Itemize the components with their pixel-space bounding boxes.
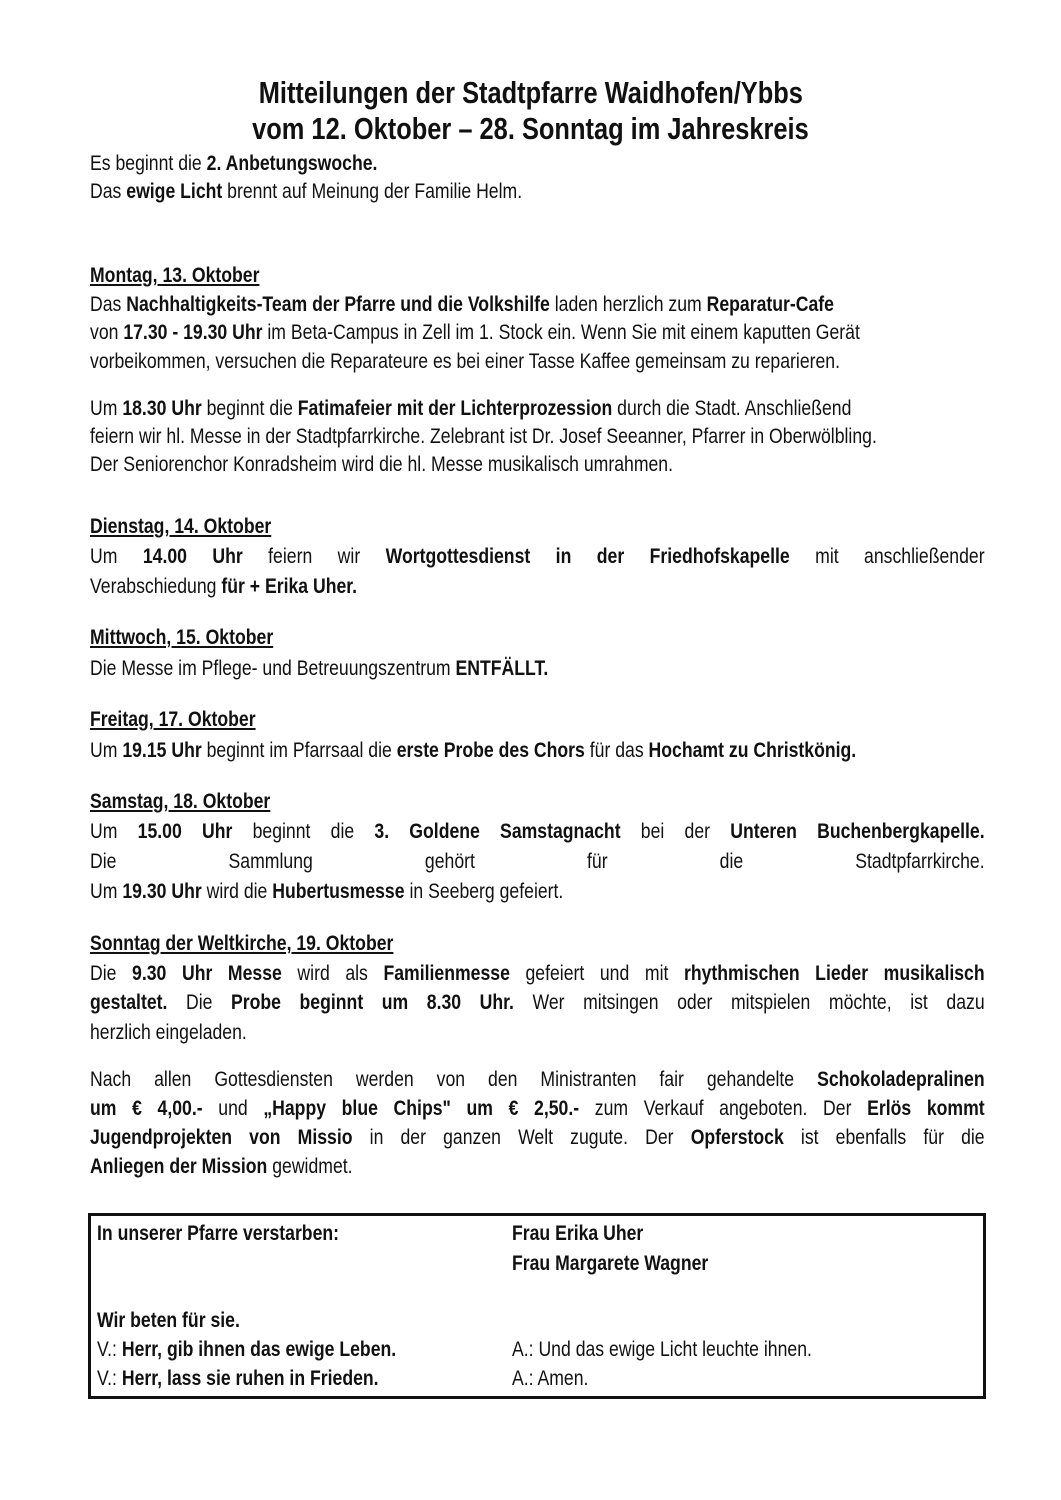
text: Das (90, 179, 127, 203)
section-heading: Freitag, 17. Oktober (90, 707, 256, 731)
bold-text: rhythmischen Lieder musikalisch (683, 960, 985, 985)
bold-text: ewige Licht (126, 179, 223, 203)
paragraph-line (90, 290, 985, 318)
text: in Seeberg gefeiert. (404, 879, 564, 903)
response-1: A.: Und das ewige Licht leuchte ihnen. (512, 1337, 812, 1361)
text: Nach allen Gottesdiensten werden von den Ministranten fair gehandelte (90, 1067, 818, 1091)
paragraph-line (90, 149, 985, 177)
title-line-1 (0, 75, 1061, 111)
bold-text: erste Probe des Chors (396, 738, 585, 762)
bold-text: 17.30 - 19.30 Uhr (123, 320, 263, 344)
text: feiern wir hl. Messe in der Stadtpfarrkirche. Zelebrant ist Dr. Josef Seeanner, Pfarrer in Oberwölbling. (90, 424, 877, 448)
bold-text: Anliegen der Mission (90, 1154, 268, 1178)
text: laden herzlich zum (549, 291, 707, 316)
text: beginnt die (201, 396, 298, 420)
bold-text: Wortgottesdienst in der Friedhofskapelle (385, 544, 790, 568)
section-heading: Montag, 13. Oktober (90, 263, 260, 287)
versicle-text: Herr, lass sie ruhen in Frieden. (121, 1366, 379, 1390)
paragraph-line (90, 988, 985, 1016)
bold-text: Schokoladepralinen (817, 1067, 985, 1091)
deceased-box (88, 1213, 986, 1399)
bold-text: 19.30 Uhr (122, 879, 202, 903)
text: durch die Stadt. Anschließend (612, 396, 852, 420)
versicle-2 (97, 1364, 379, 1392)
title-line-2 (0, 111, 1061, 147)
text: brennt auf Meinung der Familie Helm. (222, 179, 523, 203)
deceased-name: Frau Margarete Wagner (512, 1251, 709, 1275)
paragraph-line (90, 654, 985, 682)
bold-text: Opferstock (690, 1125, 784, 1149)
text: wird als (281, 960, 384, 985)
text: Die (167, 990, 232, 1014)
text: Die (90, 960, 133, 985)
paragraph-line (90, 736, 985, 764)
title-text: vom 12. Oktober – 28. Sonntag im Jahreskreis (252, 111, 809, 146)
v-prefix: V.: (97, 1366, 117, 1390)
paragraph-line (90, 1123, 985, 1151)
text: gewidmet. (267, 1154, 353, 1178)
bold-text: Familienmesse (383, 960, 510, 985)
bold-text: für + Erika Uher. (221, 574, 358, 598)
bold-text: 3. Goldene Samstagnacht (374, 819, 621, 843)
paragraph-line (90, 817, 985, 845)
text: Um (90, 396, 123, 420)
bold-text: Unteren Buchenbergkapelle. (730, 819, 985, 843)
text: bei der (620, 819, 731, 843)
bold-text: gestaltet. (90, 990, 168, 1014)
text: Die Sammlung gehört für die Stadtpfarrkirche. (90, 849, 985, 873)
paragraph-line (90, 1065, 985, 1093)
paragraph-line (90, 394, 985, 422)
text: im Beta-Campus in Zell im 1. Stock ein. Wenn Sie mit einem kaputten Gerät (262, 320, 860, 344)
paragraph-line (90, 877, 985, 905)
bold-text: Erlös kommt (867, 1096, 985, 1120)
bold-text: 2. Anbetungswoche. (206, 151, 378, 175)
bold-text: Jugendprojekten von Missio (90, 1125, 353, 1149)
v-prefix: V.: (97, 1337, 117, 1361)
bold-text: Nachhaltigkeits-Team der Pfarre und die Volkshilfe (126, 291, 550, 316)
text: Es beginnt die (90, 151, 207, 175)
bold-text: Hubertusmesse (272, 879, 405, 903)
bold-text: Reparatur-Cafe (706, 291, 834, 316)
title-text: Mitteilungen der Stadtpfarre Waidhofen/Ybbs (258, 75, 803, 110)
paragraph-line (90, 1018, 985, 1046)
text: vorbeikommen, versuchen die Reparateure es bei einer Tasse Kaffee gemeinsam zu reparieren. (90, 348, 841, 373)
text: gefeiert und mit (509, 960, 684, 985)
response-2: A.: Amen. (512, 1366, 589, 1390)
bold-text: 14.00 Uhr (142, 544, 243, 568)
bold-text: 19.15 Uhr (122, 738, 202, 762)
section-heading: Mittwoch, 15. Oktober (90, 625, 274, 649)
section-heading: Dienstag, 14. Oktober (90, 514, 272, 538)
bold-text: Hochamt zu Christkönig. (648, 738, 857, 762)
paragraph-line (90, 450, 985, 478)
text: wird die (201, 879, 273, 903)
bold-text: ENTFÄLLT. (455, 656, 549, 680)
text: mit anschließender (789, 544, 985, 568)
bold-text: Probe beginnt um 8.30 Uhr. (231, 990, 514, 1014)
text: beginnt im Pfarrsaal die (201, 738, 397, 762)
text: ist ebenfalls für die (783, 1125, 985, 1149)
paragraph-line (90, 318, 985, 346)
text: feiern wir (242, 544, 386, 568)
bold-text: 9.30 Uhr Messe (132, 960, 282, 985)
deceased-name: Frau Erika Uher (512, 1221, 644, 1245)
bold-text: Fatimafeier mit der Lichterprozession (297, 396, 613, 420)
deceased-label: In unserer Pfarre verstarben: (97, 1221, 340, 1245)
paragraph-line (90, 422, 985, 450)
paragraph-line (90, 347, 985, 375)
text: Wer mitsingen oder mitspielen möchte, ist dazu (513, 990, 985, 1014)
section-heading: Sonntag der Weltkirche, 19. Oktober (90, 931, 394, 955)
section-heading: Samstag, 18. Oktober (90, 789, 271, 813)
bold-text: um € 4,00.- (90, 1096, 203, 1120)
text: Das (90, 291, 127, 316)
text: in der ganzen Welt zugute. Der (352, 1125, 691, 1149)
text: und (202, 1096, 264, 1120)
text: zum Verkauf angeboten. Der (579, 1096, 868, 1120)
paragraph-line (90, 847, 985, 875)
text: für das (584, 738, 649, 762)
text: von (90, 320, 124, 344)
versicle-text: Herr, gib ihnen das ewige Leben. (121, 1337, 397, 1361)
text: herzlich eingeladen. (90, 1019, 247, 1044)
paragraph-line (90, 542, 985, 570)
text: Die Messe im Pflege- und Betreuungszentrum (90, 656, 456, 680)
bold-text: „Happy blue Chips" um € 2,50.- (263, 1096, 580, 1120)
paragraph-line (90, 572, 985, 600)
text: Um (90, 738, 123, 762)
prayer-intro: Wir beten für sie. (97, 1308, 240, 1332)
bold-text: 15.00 Uhr (137, 819, 233, 843)
paragraph-line (90, 177, 985, 205)
text: Um (90, 879, 123, 903)
bold-text: 18.30 Uhr (122, 396, 202, 420)
text: beginnt die (232, 819, 375, 843)
versicle-1 (97, 1335, 396, 1363)
text: Um (90, 819, 138, 843)
text: Um (90, 544, 143, 568)
paragraph-line (90, 1094, 985, 1122)
text: Verabschiedung (90, 574, 222, 598)
paragraph-line (90, 1152, 985, 1180)
text: Der Seniorenchor Konradsheim wird die hl. Messe musikalisch umrahmen. (90, 452, 674, 476)
paragraph-line (90, 959, 985, 987)
